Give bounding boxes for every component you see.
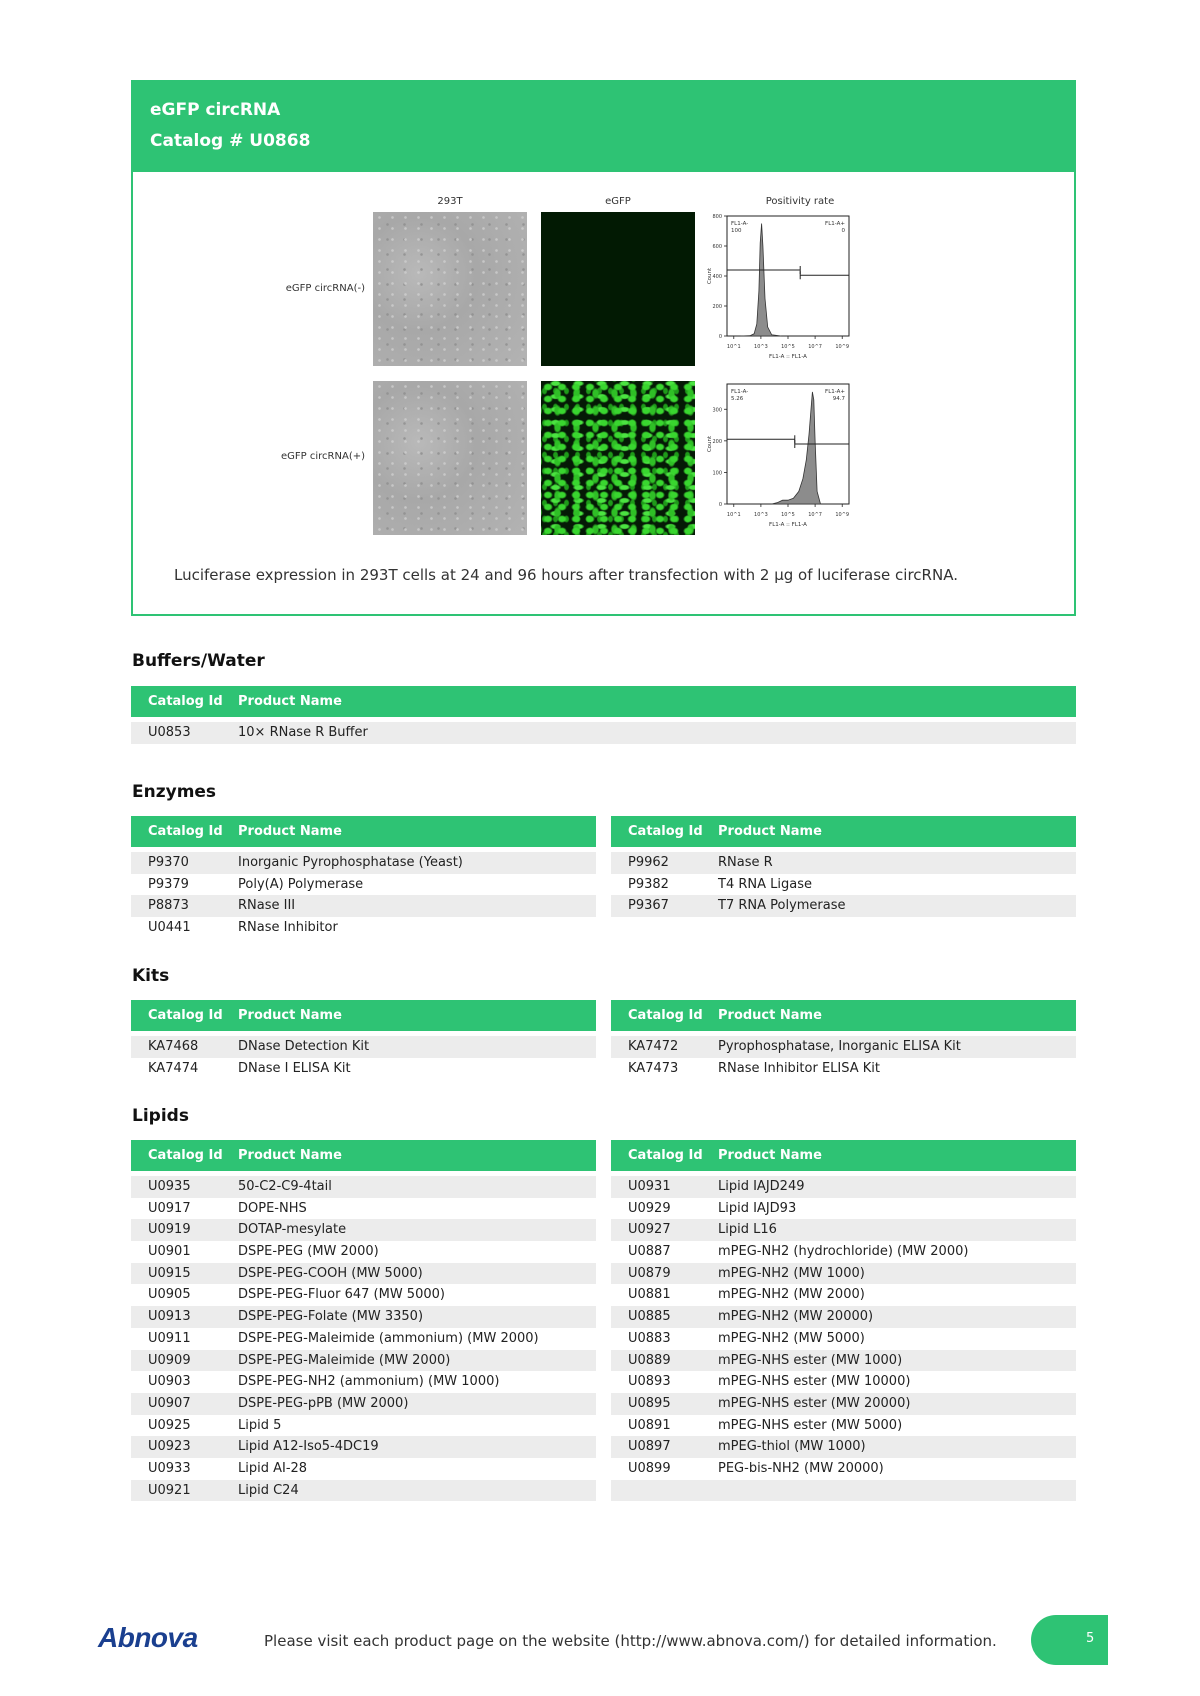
- catalog-id-cell: U0915: [148, 1265, 191, 1281]
- y-tick-label: 800: [712, 214, 722, 220]
- header-product-name: Product Name: [718, 1148, 822, 1163]
- catalog-id-cell: U0879: [628, 1265, 671, 1281]
- table-row: [611, 1480, 1076, 1502]
- table-header: [131, 686, 1076, 717]
- y-tick-label: 0: [718, 502, 722, 508]
- column-label-293t: 293T: [437, 196, 463, 207]
- table-row: [131, 722, 1076, 744]
- product-name-cell: mPEG-NHS ester (MW 10000): [718, 1374, 911, 1390]
- catalog-id-cell: U0905: [148, 1287, 191, 1303]
- x-tick-label: 10^9: [835, 344, 850, 350]
- catalog-id-cell: U0921: [148, 1482, 191, 1498]
- x-tick-label: 10^3: [754, 344, 768, 350]
- table-row: [611, 1198, 1076, 1220]
- page-number: 5: [1086, 1631, 1095, 1646]
- x-tick-label: 10^3: [754, 512, 768, 518]
- plot-frame: [727, 216, 849, 336]
- table-row: [611, 1458, 1076, 1480]
- table-header: [611, 1000, 1076, 1031]
- table-row: [611, 1176, 1076, 1198]
- catalog-id-cell: U0929: [628, 1200, 671, 1216]
- y-axis-label: Count: [707, 267, 713, 285]
- product-name-cell: mPEG-NHS ester (MW 5000): [718, 1417, 903, 1433]
- feature-title: eGFP circRNA: [150, 100, 281, 120]
- catalog-id-cell: KA7472: [628, 1039, 679, 1054]
- enzymes-table-right: [611, 816, 1076, 917]
- x-tick-label: 10^7: [808, 344, 822, 350]
- table-row: [611, 1263, 1076, 1285]
- table-row: [611, 852, 1076, 874]
- brightfield-image-positive: [373, 381, 527, 535]
- product-name-cell: Inorganic Pyrophosphatase (Yeast): [238, 855, 463, 870]
- product-name-cell: Lipid IAJD93: [718, 1200, 797, 1216]
- column-label-egfp: eGFP: [605, 196, 631, 207]
- product-name-cell: DSPE-PEG-NH2 (ammonium) (MW 1000): [238, 1374, 500, 1390]
- catalog-id-cell: U0907: [148, 1395, 191, 1411]
- product-name-cell: RNase Inhibitor: [238, 920, 338, 936]
- row-label-negative: eGFP circRNA(-): [285, 283, 365, 294]
- catalog-id-cell: U0853: [148, 725, 191, 740]
- y-tick-label: 300: [712, 407, 722, 414]
- enzymes-table-left: [131, 816, 596, 939]
- y-tick-label: 0: [718, 334, 722, 340]
- product-name-cell: RNase III: [238, 898, 296, 914]
- table-row: [131, 1036, 596, 1058]
- gate-label: FL1-A+: [825, 221, 845, 227]
- catalog-id-cell: U0903: [148, 1374, 191, 1390]
- product-name-cell: DSPE-PEG-pPB (MW 2000): [238, 1395, 409, 1411]
- x-tick-label: 10^7: [808, 512, 822, 518]
- product-name-cell: mPEG-thiol (MW 1000): [718, 1439, 866, 1455]
- lipids-table-right: [611, 1140, 1076, 1501]
- gate-label: FL1-A-: [731, 389, 749, 395]
- header-product-name: Product Name: [238, 824, 342, 839]
- table-row: [131, 1176, 596, 1198]
- header-catalog-id: Catalog Id: [148, 1148, 223, 1163]
- product-name-cell: Lipid L16: [718, 1222, 777, 1238]
- catalog-id-cell: U0891: [628, 1417, 671, 1433]
- catalog-id-cell: U0919: [148, 1222, 191, 1238]
- catalog-id-cell: U0441: [148, 920, 191, 936]
- flow-histogram-negative: [705, 212, 870, 376]
- product-name-cell: mPEG-NH2 (MW 1000): [718, 1265, 865, 1281]
- x-axis-label: FL1-A :: FL1-A: [769, 354, 807, 360]
- table-row: [611, 1241, 1076, 1263]
- catalog-id-cell: U0883: [628, 1330, 671, 1346]
- catalog-id-cell: U0911: [148, 1330, 191, 1346]
- header-product-name: Product Name: [718, 1008, 822, 1023]
- column-label-positivity-rate: Positivity rate: [765, 196, 835, 207]
- catalog-id-cell: U0889: [628, 1352, 671, 1368]
- table-row: [131, 895, 596, 917]
- table-row: [611, 1415, 1076, 1437]
- catalog-id-cell: KA7473: [628, 1060, 679, 1076]
- product-name-cell: DOPE-NHS: [238, 1200, 307, 1216]
- section-title-kits: Kits: [132, 966, 170, 986]
- table-row: [131, 1350, 596, 1372]
- header-catalog-id: Catalog Id: [628, 1148, 703, 1163]
- product-name-cell: DNase I ELISA Kit: [238, 1060, 351, 1076]
- gate-value: 94.7: [832, 396, 845, 402]
- table-row: [131, 1458, 596, 1480]
- header-product-name: Product Name: [238, 694, 342, 709]
- gate-label: FL1-A+: [825, 389, 845, 395]
- header-catalog-id: Catalog Id: [148, 694, 223, 709]
- header-catalog-id: Catalog Id: [628, 824, 703, 839]
- kits-table-left: [131, 1000, 596, 1079]
- header-catalog-id: Catalog Id: [628, 1008, 703, 1023]
- row-label-positive: eGFP circRNA(+): [281, 451, 365, 462]
- catalog-id-cell: U0897: [628, 1439, 671, 1455]
- footer-note: Please visit each product page on the website (http://www.abnova.com/) for detailed information.: [264, 1632, 997, 1650]
- table-row: [131, 1480, 596, 1502]
- abnova-logo[interactable]: Abnova: [98, 1622, 198, 1653]
- catalog-id-cell: P8873: [148, 898, 189, 914]
- product-name-cell: mPEG-NH2 (MW 2000): [718, 1287, 865, 1303]
- catalog-id-cell: U0933: [148, 1460, 191, 1476]
- kits-table-right: [611, 1000, 1076, 1079]
- table-row: [611, 895, 1076, 917]
- product-name-cell: DSPE-PEG-Fluor 647 (MW 5000): [238, 1287, 445, 1303]
- catalog-id-cell: U0935: [148, 1179, 191, 1194]
- table-header: [131, 1140, 596, 1171]
- section-title-lipids: Lipids: [132, 1106, 189, 1126]
- header-catalog-id: Catalog Id: [148, 824, 223, 839]
- x-tick-label: 10^5: [781, 512, 795, 518]
- table-header: [611, 816, 1076, 847]
- gate-value: 5.26: [731, 396, 744, 402]
- buffers-table: [131, 686, 1076, 744]
- table-row: [131, 1219, 596, 1241]
- catalog-id-cell: U0923: [148, 1439, 191, 1455]
- product-name-cell: DNase Detection Kit: [238, 1039, 370, 1054]
- table-row: [611, 1371, 1076, 1393]
- catalog-id-cell: U0881: [628, 1287, 671, 1303]
- catalog-id-cell: U0887: [628, 1244, 671, 1260]
- table-row: [131, 1393, 596, 1415]
- table-row: [131, 1241, 596, 1263]
- feature-header: [133, 82, 1074, 172]
- table-row: [611, 1328, 1076, 1350]
- table-row: [611, 1393, 1076, 1415]
- x-tick-label: 10^5: [781, 344, 795, 350]
- gate-label: FL1-A-: [731, 221, 749, 227]
- x-axis-label: FL1-A :: FL1-A: [769, 522, 807, 528]
- product-name-cell: T7 RNA Polymerase: [718, 898, 846, 914]
- header-product-name: Product Name: [238, 1148, 342, 1163]
- catalog-id-cell: P9367: [628, 898, 669, 914]
- product-name-cell: DSPE-PEG-Maleimide (MW 2000): [238, 1352, 451, 1368]
- catalog-id-cell: U0893: [628, 1374, 671, 1390]
- header-catalog-id: Catalog Id: [148, 1008, 223, 1023]
- x-tick-label: 10^9: [835, 512, 850, 518]
- table-header: [131, 816, 596, 847]
- table-row: [611, 874, 1076, 896]
- y-tick-label: 200: [712, 304, 722, 310]
- table-row: [131, 852, 596, 874]
- gate-value: 0: [841, 228, 845, 234]
- product-name-cell: Pyrophosphatase, Inorganic ELISA Kit: [718, 1039, 961, 1054]
- header-product-name: Product Name: [238, 1008, 342, 1023]
- brightfield-image-negative: [373, 212, 527, 366]
- product-name-cell: Lipid C24: [238, 1482, 299, 1498]
- product-name-cell: mPEG-NHS ester (MW 1000): [718, 1352, 903, 1368]
- x-tick-label: 10^1: [726, 512, 741, 518]
- table-row: [131, 1263, 596, 1285]
- product-name-cell: Lipid A12-Iso5-4DC19: [238, 1439, 379, 1455]
- catalog-id-cell: U0927: [628, 1222, 671, 1238]
- table-row: [611, 1219, 1076, 1241]
- catalog-id-cell: U0931: [628, 1179, 671, 1194]
- table-header: [611, 1140, 1076, 1171]
- table-row: [611, 1436, 1076, 1458]
- catalog-id-cell: U0925: [148, 1417, 191, 1433]
- product-name-cell: mPEG-NH2 (MW 5000): [718, 1330, 865, 1346]
- catalog-id-cell: KA7468: [148, 1039, 199, 1054]
- table-row: [131, 1415, 596, 1437]
- table-row: [131, 1371, 596, 1393]
- fluorescence-image-negative: [541, 212, 695, 366]
- y-tick-label: 400: [712, 274, 722, 280]
- catalog-id-cell: U0901: [148, 1244, 191, 1260]
- catalog-id-cell: U0895: [628, 1395, 671, 1411]
- table-row: [131, 874, 596, 896]
- feature-catalog-number: Catalog # U0868: [150, 131, 311, 151]
- table-row: [611, 1036, 1076, 1058]
- table-row: [131, 1306, 596, 1328]
- catalog-id-cell: P9962: [628, 855, 669, 870]
- product-name-cell: PEG-bis-NH2 (MW 20000): [718, 1460, 884, 1476]
- table-row: [611, 1284, 1076, 1306]
- flow-histogram-positive: [705, 380, 870, 544]
- product-name-cell: DSPE-PEG-Folate (MW 3350): [238, 1309, 424, 1325]
- catalog-id-cell: U0885: [628, 1309, 671, 1325]
- product-name-cell: mPEG-NH2 (MW 20000): [718, 1309, 874, 1325]
- catalog-id-cell: U0909: [148, 1352, 191, 1368]
- x-tick-label: 10^1: [726, 344, 741, 350]
- table-row: [131, 917, 596, 939]
- catalog-id-cell: U0913: [148, 1309, 191, 1325]
- y-tick-label: 100: [712, 470, 722, 477]
- page-number-badge: [1031, 1615, 1108, 1665]
- table-row: [611, 1058, 1076, 1080]
- product-name-cell: RNase R: [718, 855, 773, 870]
- catalog-id-cell: P9370: [148, 855, 189, 870]
- product-name-cell: 50-C2-C9-4tail: [238, 1179, 332, 1194]
- table-row: [131, 1436, 596, 1458]
- fluorescence-image-positive: [541, 381, 695, 535]
- figure-caption: Luciferase expression in 293T cells at 24 and 96 hours after transfection with 2 μg of luciferase circRNA.: [174, 566, 958, 584]
- product-name-cell: DSPE-PEG-COOH (MW 5000): [238, 1265, 423, 1281]
- product-name-cell: T4 RNA Ligase: [718, 876, 812, 892]
- table-row: [131, 1284, 596, 1306]
- y-tick-label: 600: [712, 244, 722, 250]
- y-tick-label: 200: [712, 438, 722, 445]
- product-name-cell: DOTAP-mesylate: [238, 1222, 347, 1238]
- product-name-cell: RNase Inhibitor ELISA Kit: [718, 1060, 880, 1076]
- catalog-id-cell: U0899: [628, 1460, 671, 1476]
- table-row: [131, 1198, 596, 1220]
- table-header: [131, 1000, 596, 1031]
- product-name-cell: mPEG-NH2 (hydrochloride) (MW 2000): [718, 1244, 969, 1260]
- product-name-cell: DSPE-PEG-Maleimide (ammonium) (MW 2000): [238, 1330, 539, 1346]
- product-name-cell: 10× RNase R Buffer: [238, 725, 368, 740]
- catalog-id-cell: P9382: [628, 876, 669, 892]
- header-product-name: Product Name: [718, 824, 822, 839]
- gate-value: 100: [731, 228, 742, 234]
- product-name-cell: Lipid 5: [238, 1417, 282, 1433]
- table-row: [131, 1058, 596, 1080]
- section-title-enzymes: Enzymes: [132, 782, 217, 802]
- section-title-buffers: Buffers/Water: [132, 651, 265, 671]
- table-row: [611, 1350, 1076, 1372]
- table-row: [611, 1306, 1076, 1328]
- product-name-cell: Poly(A) Polymerase: [238, 876, 364, 892]
- y-axis-label: Count: [707, 435, 713, 453]
- product-name-cell: Lipid IAJD249: [718, 1179, 805, 1194]
- catalog-id-cell: U0917: [148, 1200, 191, 1216]
- product-name-cell: DSPE-PEG (MW 2000): [238, 1244, 379, 1260]
- catalog-id-cell: KA7474: [148, 1060, 199, 1076]
- product-name-cell: mPEG-NHS ester (MW 20000): [718, 1395, 911, 1411]
- catalog-id-cell: P9379: [148, 876, 189, 892]
- table-row: [131, 1328, 596, 1350]
- product-name-cell: Lipid AI-28: [238, 1460, 308, 1476]
- lipids-table-left: [131, 1140, 596, 1501]
